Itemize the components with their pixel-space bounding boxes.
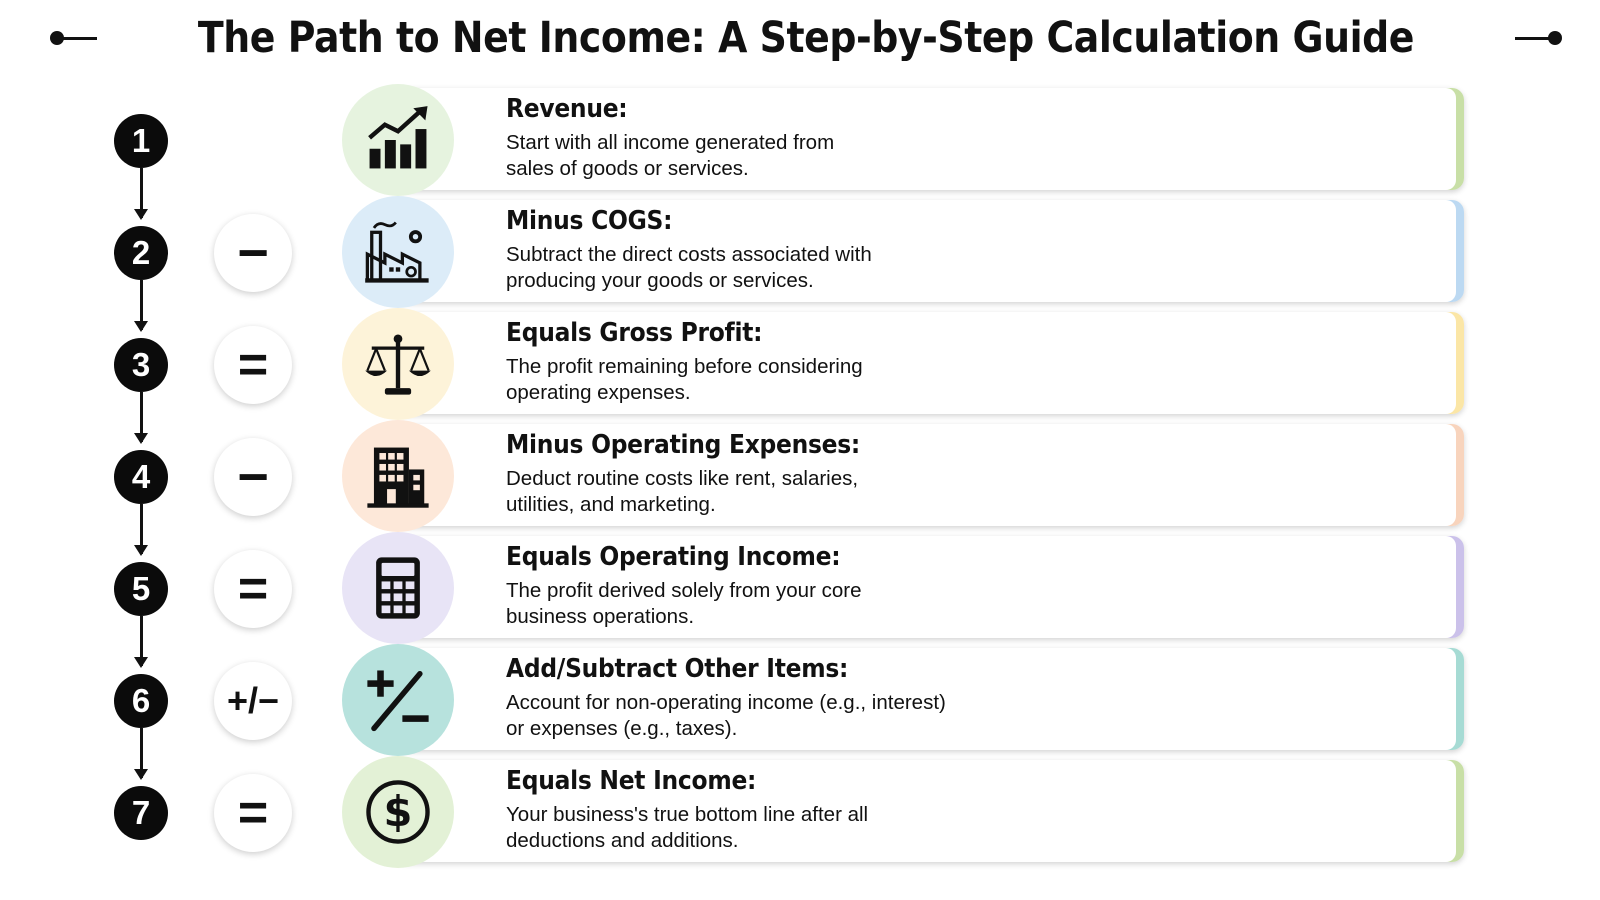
title-rule-left (52, 37, 97, 40)
step-description-line-2: or expenses (e.g., taxes). (506, 717, 738, 740)
operator-plus-minus: +/− (214, 662, 292, 740)
step-title: Revenue: (506, 94, 628, 124)
step-description-line-1: Your business's true bottom line after all (506, 803, 869, 826)
step-description-line-2: operating expenses. (506, 381, 691, 404)
step-description-line-2: business operations. (506, 605, 695, 628)
step-title: Minus COGS: (506, 206, 673, 236)
step-number: 2 (114, 226, 168, 280)
flow-arrow (140, 168, 143, 218)
flow-arrow (140, 392, 143, 442)
step-description-line-1: Deduct routine costs like rent, salaries, (506, 467, 859, 490)
step-number: 5 (114, 562, 168, 616)
card-accent (1442, 88, 1464, 190)
title-rule-right (1515, 37, 1560, 40)
step-title: Equals Net Income: (506, 766, 757, 796)
step-number: 7 (114, 786, 168, 840)
operator-minus: − (214, 438, 292, 516)
page-title: The Path to Net Income: A Step-by-Step Calculation Guide (197, 13, 1415, 63)
card-accent (1442, 648, 1464, 750)
svg-text:$: $ (383, 787, 413, 837)
growth-chart-icon (342, 84, 454, 196)
card-accent (1442, 312, 1464, 414)
card-accent (1442, 536, 1464, 638)
step-operating-income (0, 532, 1600, 646)
flow-arrow (140, 504, 143, 554)
step-operating-expenses (0, 420, 1600, 534)
step-description-line-1: The profit remaining before considering (506, 355, 863, 378)
step-description-line-2: sales of goods or services. (506, 157, 749, 180)
step-description-line-1: The profit derived solely from your core (506, 579, 862, 602)
flow-arrow (140, 616, 143, 666)
step-number: 4 (114, 450, 168, 504)
step-gross-profit (0, 308, 1600, 422)
step-cogs (0, 196, 1600, 310)
step-description-line-1: Start with all income generated from (506, 131, 835, 154)
calculator-icon (342, 532, 454, 644)
title-row (52, 10, 1560, 66)
step-revenue (0, 84, 1600, 198)
step-number: 6 (114, 674, 168, 728)
operator-equals: = (214, 774, 292, 852)
operator-minus: − (214, 214, 292, 292)
flow-arrow (140, 280, 143, 330)
operator-equals: = (214, 550, 292, 628)
office-building-icon (342, 420, 454, 532)
step-net-income (0, 756, 1600, 870)
step-other-items (0, 644, 1600, 758)
step-number: 3 (114, 338, 168, 392)
operator-equals: = (214, 326, 292, 404)
step-title: Add/Subtract Other Items: (506, 654, 849, 684)
card-accent (1442, 424, 1464, 526)
factory-icon (342, 196, 454, 308)
balance-scale-icon (342, 308, 454, 420)
step-number: 1 (114, 114, 168, 168)
card-accent (1442, 760, 1464, 862)
step-description-line-2: producing your goods or services. (506, 269, 814, 292)
step-title: Equals Gross Profit: (506, 318, 763, 348)
card-accent (1442, 200, 1464, 302)
plus-minus-icon (342, 644, 454, 756)
dollar-coin-icon (342, 756, 454, 868)
step-description-line-1: Subtract the direct costs associated with (506, 243, 872, 266)
flow-arrow (140, 728, 143, 778)
step-description-line-1: Account for non-operating income (e.g., interest) (506, 691, 946, 714)
step-title: Minus Operating Expenses: (506, 430, 861, 460)
step-title: Equals Operating Income: (506, 542, 841, 572)
step-description-line-2: deductions and additions. (506, 829, 739, 852)
step-description-line-2: utilities, and marketing. (506, 493, 716, 516)
